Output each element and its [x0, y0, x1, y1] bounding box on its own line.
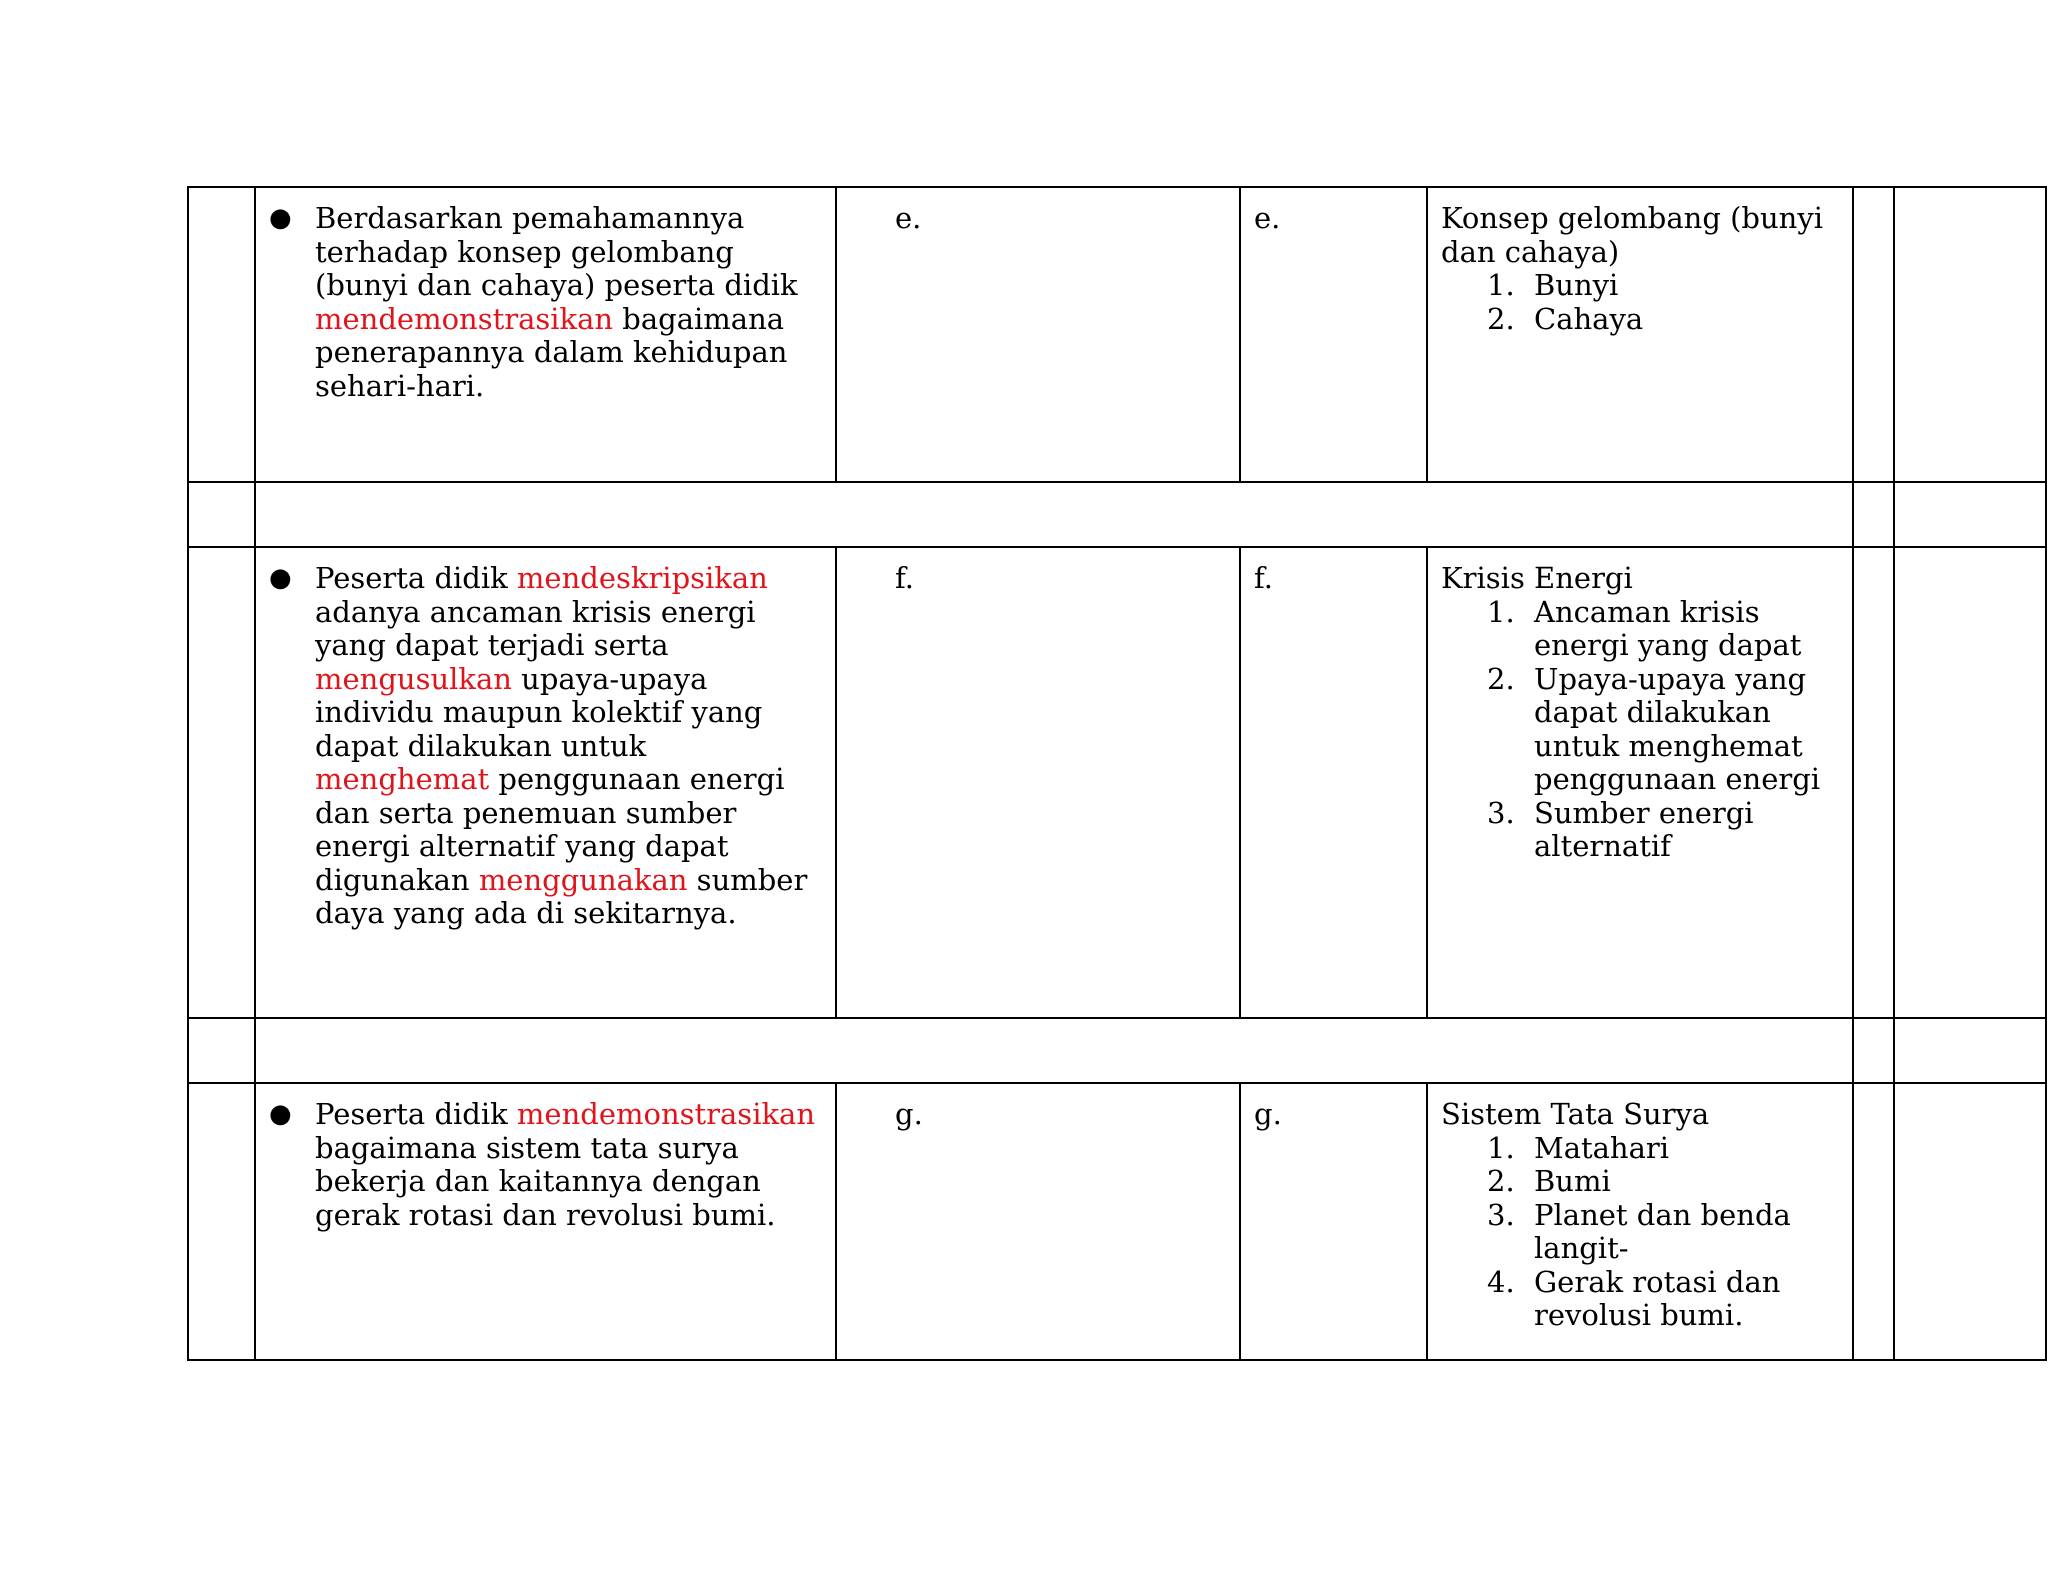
topic-cell	[1427, 187, 1853, 482]
topic-title: Krisis Energi	[1441, 561, 1633, 595]
list-item	[1441, 663, 1852, 797]
highlighted-verb: menggunakan	[478, 862, 688, 897]
statement-text: Berdasarkan pemahamannya terhadap konsep gelombang (bunyi dan cahaya) peserta didik	[315, 201, 798, 302]
list-item-text: Cahaya	[1534, 301, 1644, 336]
highlighted-verb: mendemonstrasikan	[315, 301, 614, 336]
statement-bullet	[256, 562, 835, 931]
statement-text: Peserta didik	[315, 1097, 517, 1131]
list-item	[1441, 1199, 1852, 1266]
list-item-text: Ancaman krisis energi yang dapat	[1534, 594, 1802, 662]
topic-list	[1441, 1132, 1852, 1333]
statement-text: bagaimana penerapannya dalam kehidupan sehari-hari.	[315, 301, 788, 403]
statement-text: bagaimana sistem tata surya bekerja dan kaitannya dengan gerak rotasi dan revolusi bumi.	[315, 1130, 776, 1232]
list-number: 2.	[1487, 661, 1515, 696]
statement-cell	[255, 547, 836, 1018]
highlighted-verb: mendemonstrasikan	[516, 1097, 816, 1131]
list-item-text: Matahari	[1534, 1130, 1670, 1165]
letter-label: g.	[836, 1083, 1240, 1360]
topic-title: Sistem Tata Surya	[1441, 1097, 1710, 1131]
statement-text: Peserta didik	[315, 561, 517, 595]
list-number: 3.	[1487, 1197, 1515, 1232]
empty-cell	[188, 482, 255, 547]
empty-cell	[188, 1083, 255, 1360]
empty-cell	[188, 187, 255, 482]
letter-label: e.	[1240, 187, 1427, 482]
empty-cell	[1894, 187, 2046, 482]
statement-cell	[255, 187, 836, 482]
list-item-text: Bumi	[1534, 1164, 1611, 1198]
content-row	[188, 1083, 2046, 1360]
list-number: 1.	[1487, 268, 1515, 302]
spacer-row	[188, 482, 2046, 547]
letter-label: f.	[836, 547, 1240, 1018]
list-item	[1441, 1266, 1852, 1333]
statement-text: penggunaan energi dan serta penemuan sumber energi alternatif yang dapat digunakan	[315, 762, 785, 897]
empty-cell	[1853, 1083, 1894, 1360]
statement-bullet	[256, 1098, 835, 1232]
list-item-text: Upaya-upaya yang dapat dilakukan untuk menghemat penggunaan energi	[1534, 661, 1821, 796]
empty-cell	[188, 1018, 255, 1083]
letter-label: f.	[1240, 547, 1427, 1018]
statement-text: adanya ancaman krisis energi yang dapat terjadi serta	[315, 594, 756, 662]
content-row	[188, 187, 2046, 482]
highlighted-verb: mendeskripsikan	[516, 561, 768, 595]
list-item	[1441, 596, 1852, 663]
bullet-icon: ●	[269, 1099, 292, 1129]
statement-text: sumber daya yang ada di sekitarnya.	[315, 862, 808, 930]
letter-label: g.	[1240, 1083, 1427, 1360]
list-item	[1441, 303, 1852, 337]
spacer-row	[188, 1018, 2046, 1083]
curriculum-table	[187, 186, 2047, 1361]
topic-list	[1441, 269, 1852, 336]
empty-cell	[1894, 1018, 2046, 1083]
list-item	[1441, 269, 1852, 303]
list-number: 3.	[1487, 795, 1515, 830]
topic-cell	[1427, 1083, 1853, 1360]
empty-cell	[1894, 482, 2046, 547]
content-row	[188, 547, 2046, 1018]
list-item-text: Planet dan benda langit-	[1534, 1197, 1791, 1265]
list-item	[1441, 797, 1852, 864]
list-item-text: Gerak rotasi dan revolusi bumi.	[1534, 1264, 1781, 1332]
merged-empty-cell	[255, 1018, 1853, 1083]
highlighted-verb: mengusulkan	[315, 661, 512, 696]
empty-cell	[1894, 1083, 2046, 1360]
empty-cell	[1853, 187, 1894, 482]
merged-empty-cell	[255, 482, 1853, 547]
bullet-icon: ●	[269, 563, 292, 593]
statement-cell	[255, 1083, 836, 1360]
topic-cell	[1427, 547, 1853, 1018]
list-item	[1441, 1165, 1852, 1199]
list-number: 1.	[1487, 594, 1515, 629]
empty-cell	[1894, 547, 2046, 1018]
list-item-text: Bunyi	[1534, 268, 1619, 302]
empty-cell	[1853, 1018, 1894, 1083]
empty-cell	[1853, 482, 1894, 547]
list-item	[1441, 1132, 1852, 1166]
statement-text: upaya-upaya individu maupun kolektif yang dapat dilakukan untuk	[315, 661, 763, 763]
topic-title: Konsep gelombang (bunyi dan cahaya)	[1441, 201, 1824, 269]
list-item-text: Sumber energi alternatif	[1534, 795, 1754, 863]
list-number: 4.	[1487, 1264, 1515, 1299]
empty-cell	[1853, 547, 1894, 1018]
list-number: 1.	[1487, 1130, 1515, 1165]
topic-list	[1441, 596, 1852, 864]
list-number: 2.	[1487, 1164, 1515, 1198]
empty-cell	[188, 547, 255, 1018]
highlighted-verb: menghemat	[315, 762, 490, 796]
statement-bullet	[256, 202, 835, 403]
list-number: 2.	[1487, 301, 1515, 336]
letter-label: e.	[836, 187, 1240, 482]
bullet-icon: ●	[269, 203, 292, 233]
